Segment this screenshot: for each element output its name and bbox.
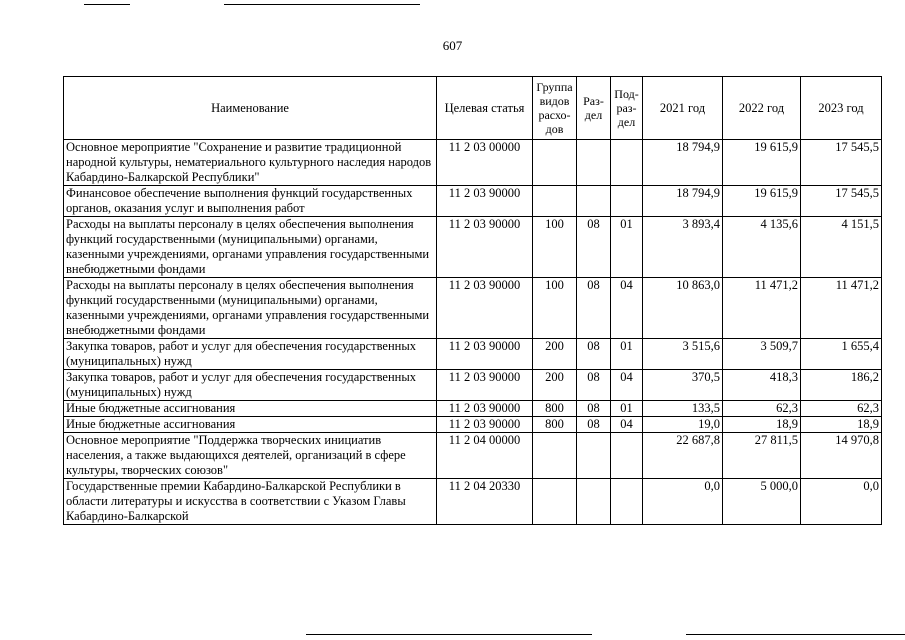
cell-2023: 11 471,2	[801, 278, 882, 339]
cell-group: 100	[533, 217, 577, 278]
cell-2021: 3 893,4	[643, 217, 723, 278]
cell-subsection	[611, 186, 643, 217]
table-row	[64, 339, 882, 370]
cell-2021: 10 863,0	[643, 278, 723, 339]
cell-target: 11 2 03 90000	[437, 417, 533, 433]
cell-subsection	[611, 433, 643, 479]
cell-group: 200	[533, 370, 577, 401]
cell-name: Государственные премии Кабардино-Балкарской Республики в области литературы и искусства в соответствии с Указом Главы Кабардино-Балкарской	[64, 479, 437, 525]
cell-group	[533, 140, 577, 186]
bottom-rule-center	[306, 634, 592, 635]
cell-target: 11 2 03 90000	[437, 278, 533, 339]
cell-name: Иные бюджетные ассигнования	[64, 401, 437, 417]
cell-name: Основное мероприятие "Поддержка творческих инициатив населения, а также выдающихся деятелей, организаций в сфере культуры, творческих союзов"	[64, 433, 437, 479]
cell-2023: 17 545,5	[801, 140, 882, 186]
cell-2023: 4 151,5	[801, 217, 882, 278]
cell-2022: 19 615,9	[723, 140, 801, 186]
cell-2022: 18,9	[723, 417, 801, 433]
cell-group: 100	[533, 278, 577, 339]
cell-2021: 18 794,9	[643, 140, 723, 186]
cell-subsection	[611, 140, 643, 186]
cell-target: 11 2 03 90000	[437, 186, 533, 217]
cell-section: 08	[577, 217, 611, 278]
page-number: 607	[442, 38, 463, 53]
cell-2023: 17 545,5	[801, 186, 882, 217]
table-header-row	[64, 77, 882, 140]
cell-2021: 370,5	[643, 370, 723, 401]
cell-section: 08	[577, 278, 611, 339]
cell-section	[577, 433, 611, 479]
cell-2022: 19 615,9	[723, 186, 801, 217]
cell-section: 08	[577, 339, 611, 370]
col-header-section: Раз-дел	[577, 77, 611, 140]
cell-group: 800	[533, 417, 577, 433]
cell-2021: 133,5	[643, 401, 723, 417]
cell-group	[533, 186, 577, 217]
cell-section	[577, 479, 611, 525]
cell-target: 11 2 03 90000	[437, 370, 533, 401]
cell-section: 08	[577, 417, 611, 433]
table-row	[64, 401, 882, 417]
cell-name: Расходы на выплаты персоналу в целях обеспечения выполнения функций государственными (муниципальными) органами, казенными учреждениями, органами управления государственными внебюджетными фондами	[64, 278, 437, 339]
cell-group	[533, 479, 577, 525]
col-header-2023: 2023 год	[801, 77, 882, 140]
cell-2022: 3 509,7	[723, 339, 801, 370]
table-row	[64, 479, 882, 525]
cell-section: 08	[577, 370, 611, 401]
cell-group: 200	[533, 339, 577, 370]
table-row	[64, 370, 882, 401]
col-header-subsection: Под-раз-дел	[611, 77, 643, 140]
cell-section	[577, 140, 611, 186]
table-row	[64, 217, 882, 278]
cell-name: Основное мероприятие "Сохранение и развитие традиционной народной культуры, нематериального культурного наследия народов Кабардино-Балкарской Республики"	[64, 140, 437, 186]
table-row	[64, 186, 882, 217]
cell-2022: 62,3	[723, 401, 801, 417]
cell-group	[533, 433, 577, 479]
cell-target: 11 2 04 00000	[437, 433, 533, 479]
col-header-expense-group: Группа видов расхо-дов	[533, 77, 577, 140]
cell-2022: 5 000,0	[723, 479, 801, 525]
cell-group: 800	[533, 401, 577, 417]
bottom-rule-right	[686, 634, 905, 635]
cell-subsection: 04	[611, 278, 643, 339]
cell-2023: 0,0	[801, 479, 882, 525]
cell-2021: 3 515,6	[643, 339, 723, 370]
cell-subsection: 01	[611, 217, 643, 278]
cell-2023: 186,2	[801, 370, 882, 401]
cell-target: 11 2 03 00000	[437, 140, 533, 186]
cell-2023: 1 655,4	[801, 339, 882, 370]
cell-2022: 418,3	[723, 370, 801, 401]
col-header-name: Наименование	[64, 77, 437, 140]
cell-subsection: 01	[611, 401, 643, 417]
cell-2022: 27 811,5	[723, 433, 801, 479]
table-row	[64, 278, 882, 339]
cell-target: 11 2 03 90000	[437, 217, 533, 278]
cell-name: Иные бюджетные ассигнования	[64, 417, 437, 433]
cell-2022: 4 135,6	[723, 217, 801, 278]
col-header-target: Целевая статья	[437, 77, 533, 140]
table-row	[64, 140, 882, 186]
cell-name: Закупка товаров, работ и услуг для обеспечения государственных (муниципальных) нужд	[64, 339, 437, 370]
table-row	[64, 417, 882, 433]
table-row	[64, 433, 882, 479]
top-rule-right	[224, 4, 420, 5]
cell-section: 08	[577, 401, 611, 417]
budget-table	[63, 76, 882, 525]
col-header-2022: 2022 год	[723, 77, 801, 140]
cell-subsection	[611, 479, 643, 525]
cell-2021: 22 687,8	[643, 433, 723, 479]
cell-name: Расходы на выплаты персоналу в целях обеспечения выполнения функций государственными (муниципальными) органами, казенными учреждениями, органами управления государственными внебюджетными фондами	[64, 217, 437, 278]
cell-name: Финансовое обеспечение выполнения функций государственных органов, оказания услуг и выполнения работ	[64, 186, 437, 217]
cell-2023: 18,9	[801, 417, 882, 433]
cell-2021: 0,0	[643, 479, 723, 525]
cell-2023: 62,3	[801, 401, 882, 417]
cell-target: 11 2 03 90000	[437, 401, 533, 417]
cell-subsection: 04	[611, 370, 643, 401]
cell-subsection: 04	[611, 417, 643, 433]
cell-name: Закупка товаров, работ и услуг для обеспечения государственных (муниципальных) нужд	[64, 370, 437, 401]
cell-2021: 18 794,9	[643, 186, 723, 217]
col-header-2021: 2021 год	[643, 77, 723, 140]
cell-2023: 14 970,8	[801, 433, 882, 479]
cell-subsection: 01	[611, 339, 643, 370]
cell-target: 11 2 04 20330	[437, 479, 533, 525]
cell-section	[577, 186, 611, 217]
cell-target: 11 2 03 90000	[437, 339, 533, 370]
top-rule-left	[84, 4, 130, 5]
cell-2021: 19,0	[643, 417, 723, 433]
cell-2022: 11 471,2	[723, 278, 801, 339]
